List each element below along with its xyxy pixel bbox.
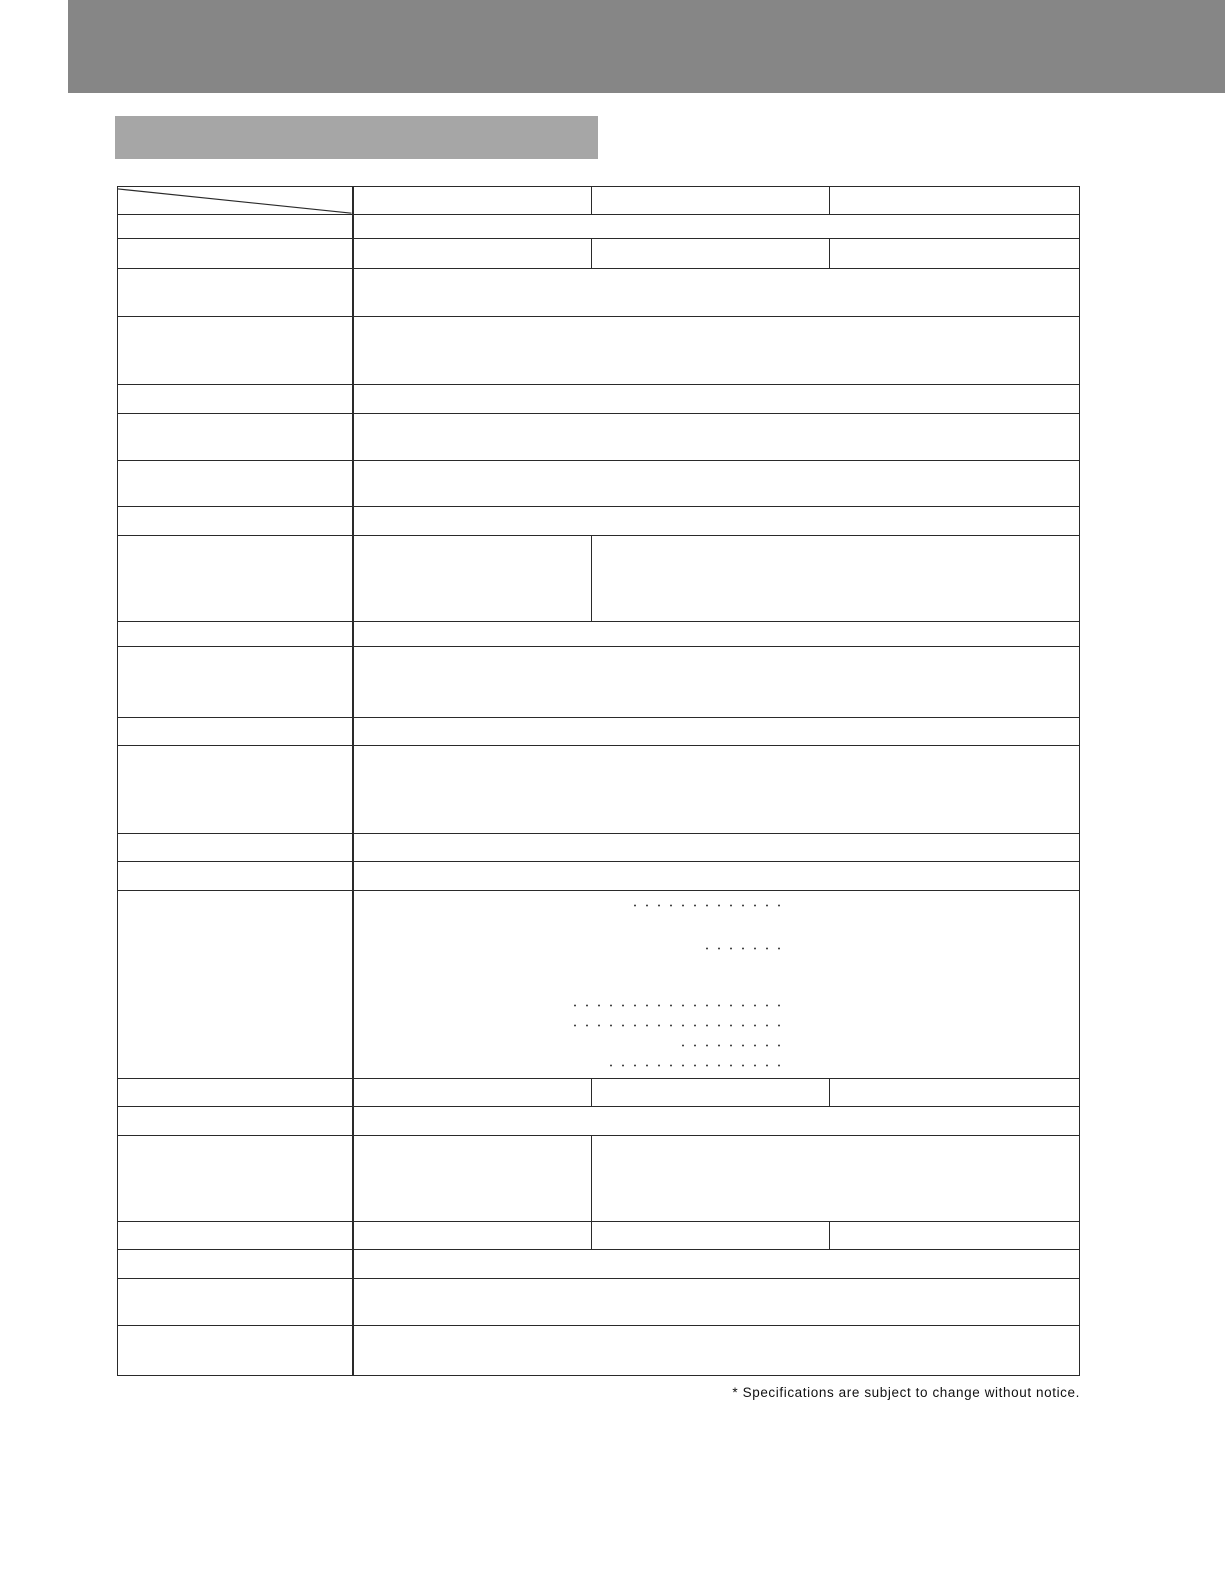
row-value-cell bbox=[353, 1136, 592, 1222]
row-value-cell bbox=[353, 385, 1080, 413]
row-label-cell bbox=[118, 746, 353, 834]
model-header-cell bbox=[830, 187, 1080, 215]
dotted-leader-line bbox=[569, 1024, 785, 1027]
dotted-leaders bbox=[354, 891, 1080, 1077]
table-row bbox=[118, 461, 1080, 507]
row-value-cell bbox=[353, 507, 1080, 535]
row-label-cell bbox=[118, 622, 353, 647]
table-row bbox=[118, 187, 1080, 215]
row-value-cell bbox=[353, 717, 1080, 745]
table-row bbox=[118, 647, 1080, 718]
diagonal-corner-line bbox=[118, 187, 352, 214]
row-label-cell bbox=[118, 507, 353, 535]
row-value-cell bbox=[353, 268, 1080, 316]
dotted-leader-line bbox=[605, 1064, 785, 1067]
row-value-cell bbox=[592, 1221, 830, 1249]
dotted-leader-line bbox=[677, 1044, 785, 1047]
row-value-cell bbox=[353, 461, 1080, 507]
dotted-leader-cell bbox=[353, 891, 1080, 1078]
row-label-cell bbox=[118, 861, 353, 890]
row-value-cell bbox=[353, 1106, 1080, 1135]
dotted-leader-line bbox=[701, 947, 785, 950]
row-value-cell bbox=[830, 1078, 1080, 1106]
table-row bbox=[118, 622, 1080, 647]
row-label-cell bbox=[118, 239, 353, 268]
row-label-cell bbox=[118, 215, 353, 239]
row-value-cell bbox=[353, 535, 592, 622]
row-label-cell bbox=[118, 535, 353, 622]
row-value-cell bbox=[353, 647, 1080, 718]
row-label-cell bbox=[118, 385, 353, 413]
specifications-table bbox=[117, 186, 1080, 1376]
row-value-cell bbox=[592, 239, 830, 268]
row-label-cell bbox=[118, 891, 353, 1078]
table-row bbox=[118, 833, 1080, 861]
table-row bbox=[118, 268, 1080, 316]
row-value-cell bbox=[353, 1326, 1080, 1376]
row-label-cell bbox=[118, 1279, 353, 1326]
row-value-cell bbox=[353, 215, 1080, 239]
table-row bbox=[118, 1136, 1080, 1222]
row-value-cell bbox=[830, 239, 1080, 268]
table-row bbox=[118, 507, 1080, 535]
row-label-cell bbox=[118, 1106, 353, 1135]
table-row bbox=[118, 891, 1080, 1078]
table-row bbox=[118, 717, 1080, 745]
row-label-cell bbox=[118, 461, 353, 507]
dotted-leader-line bbox=[569, 1004, 785, 1007]
table-row bbox=[118, 239, 1080, 268]
row-value-cell bbox=[353, 861, 1080, 890]
row-value-cell bbox=[592, 1078, 830, 1106]
table-row bbox=[118, 215, 1080, 239]
row-label-cell bbox=[118, 833, 353, 861]
table-row bbox=[118, 385, 1080, 413]
section-heading-bar bbox=[115, 116, 598, 159]
model-header-cell bbox=[353, 187, 592, 215]
table-row bbox=[118, 1106, 1080, 1135]
row-label-cell bbox=[118, 647, 353, 718]
row-value-cell bbox=[353, 622, 1080, 647]
row-value-cell bbox=[830, 1221, 1080, 1249]
row-value-cell bbox=[592, 1136, 1080, 1222]
row-value-cell bbox=[353, 316, 1080, 385]
row-label-cell bbox=[118, 1249, 353, 1278]
row-value-cell bbox=[353, 1249, 1080, 1278]
top-banner bbox=[68, 0, 1225, 93]
row-label-cell bbox=[118, 413, 353, 460]
table-row bbox=[118, 861, 1080, 890]
row-label-cell bbox=[118, 1136, 353, 1222]
row-value-cell bbox=[353, 746, 1080, 834]
table-row bbox=[118, 1221, 1080, 1249]
row-value-cell bbox=[592, 535, 1080, 622]
row-label-cell bbox=[118, 1221, 353, 1249]
row-value-cell bbox=[353, 1078, 592, 1106]
row-value-cell bbox=[353, 413, 1080, 460]
table-row bbox=[118, 316, 1080, 385]
row-label-cell bbox=[118, 316, 353, 385]
table-row bbox=[118, 535, 1080, 622]
dotted-leader-line bbox=[629, 904, 785, 907]
table-row bbox=[118, 746, 1080, 834]
table-row bbox=[118, 1078, 1080, 1106]
row-label-cell bbox=[118, 268, 353, 316]
model-header-cell bbox=[592, 187, 830, 215]
table-row bbox=[118, 1326, 1080, 1376]
row-value-cell bbox=[353, 833, 1080, 861]
row-label-cell bbox=[118, 717, 353, 745]
row-value-cell bbox=[353, 1221, 592, 1249]
row-value-cell bbox=[353, 239, 592, 268]
table-row bbox=[118, 1249, 1080, 1278]
row-label-cell bbox=[118, 1326, 353, 1376]
table-row bbox=[118, 413, 1080, 460]
disclaimer-footnote: * Specifications are subject to change without notice. bbox=[732, 1385, 1080, 1400]
table-row bbox=[118, 1279, 1080, 1326]
row-label-cell bbox=[118, 1078, 353, 1106]
row-value-cell bbox=[353, 1279, 1080, 1326]
header-corner-cell bbox=[118, 187, 353, 215]
